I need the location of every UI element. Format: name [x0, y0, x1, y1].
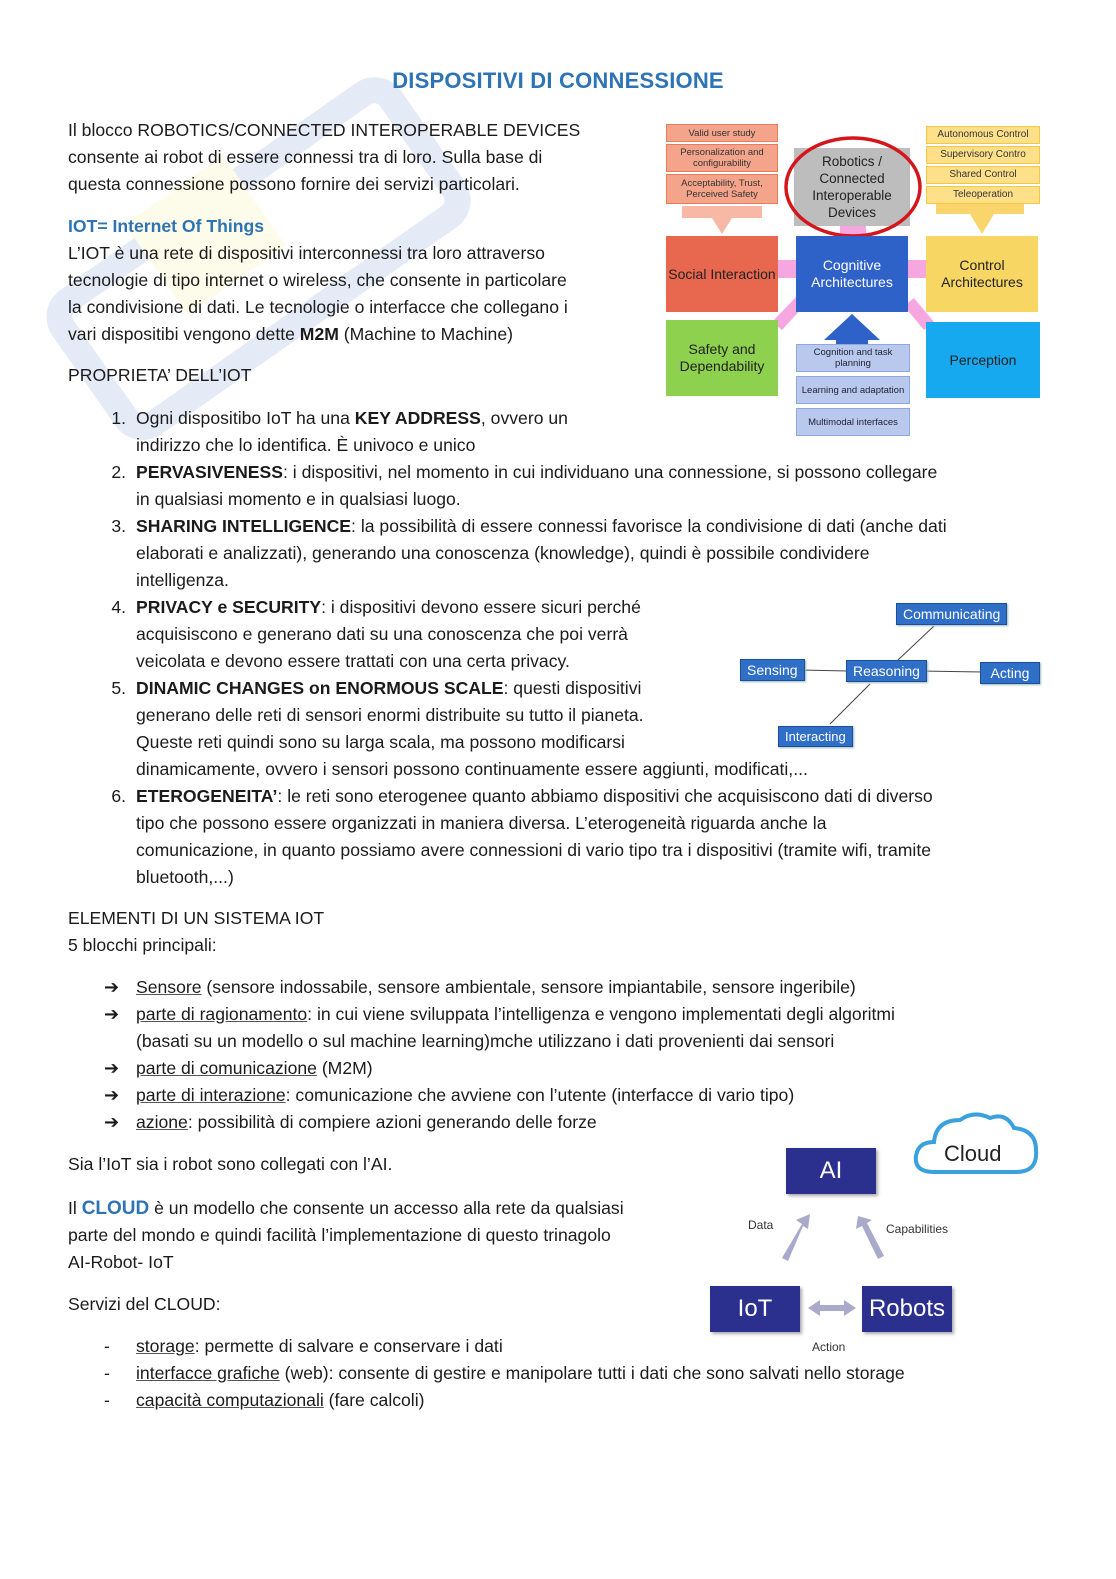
- data-label: Data: [748, 1218, 774, 1232]
- list-item-line: generano delle reti di sensori enormi distribuite su tutto il pianeta.: [136, 705, 644, 725]
- sensing-node: Sensing: [740, 659, 805, 681]
- list-item-line: dinamicamente, ovvero i sensori possono continuamente essere aggiunti, modificati,...: [136, 759, 808, 779]
- cognitive-architectures-box: Cognitive Architectures: [796, 236, 908, 312]
- iot-box: IoT: [710, 1286, 800, 1332]
- teleoperation-box: Teleoperation: [926, 186, 1040, 204]
- list-item: capacità computazionali (fare calcoli): [136, 1390, 425, 1410]
- list-item-line: veicolata e devono essere trattati con una certa privacy.: [136, 651, 570, 671]
- list-item-line: (basati su un modello o sul machine learning)mche utilizzano i dati provenienti dai sensori: [136, 1031, 835, 1051]
- ai-iot-robots-diagram: [706, 1108, 1044, 1358]
- list-item: parte di comunicazione (M2M): [136, 1058, 373, 1078]
- iot-functions-diagram: [740, 600, 1044, 754]
- list-number: 5.: [111, 678, 126, 698]
- list-item-line: indirizzo che lo identifica. È univoco e unico: [136, 435, 476, 455]
- list-item: Sensore (sensore indossabile, sensore ambientale, sensore impiantabile, sensore ingeribile): [136, 977, 856, 997]
- iot-def-line-4: vari dispositibi vengono dette M2M (Machine to Machine): [68, 324, 513, 344]
- list-item-line: Queste reti quindi sono su larga scala, ma possono modificarsi: [136, 732, 625, 752]
- cloud-line-3: AI-Robot- IoT: [68, 1252, 174, 1272]
- cognition-planning-box: Cognition and task planning: [796, 344, 910, 372]
- intro-line-2: consente ai robot di essere connessi tra di loro. Sulla base di: [68, 147, 543, 167]
- triangle-arrows: [706, 1108, 1044, 1358]
- list-number: 2.: [111, 462, 126, 482]
- properties-heading: PROPRIETA’ DELL’IOT: [68, 365, 252, 385]
- communicating-node: Communicating: [896, 603, 1007, 625]
- list-item: SHARING INTELLIGENCE: la possibilità di essere connessi favorisce la condivisione di dati (anche dati: [136, 516, 947, 536]
- intro-line-1: Il blocco ROBOTICS/CONNECTED INTEROPERABLE DEVICES: [68, 120, 581, 140]
- ai-line: Sia l’IoT sia i robot sono collegati con l’AI.: [68, 1154, 393, 1174]
- list-item-line: elaborati e analizzati), generando una conoscenza (knowledge), quindi è possibile condividere: [136, 543, 870, 563]
- iot-def-line-2: tecnologie di tipo internet o wireless, che consente in particolare: [68, 270, 567, 290]
- iot-def-line-1: L’IOT è una rete di dispositivi interconnessi tra loro attraverso: [68, 243, 545, 263]
- list-item-line: comunicazione, in quanto possiamo avere connessioni di vario tipo tra i dispositivi (tramite wifi, tramite: [136, 840, 932, 860]
- arrow-icon: ➔: [104, 1058, 120, 1078]
- arrow-icon: ➔: [104, 1085, 120, 1105]
- list-item: Ogni dispositibo IoT ha una KEY ADDRESS, ovvero un: [136, 408, 568, 428]
- list-number: 4.: [111, 597, 126, 617]
- list-item: azione: possibilità di compiere azioni generando delle forze: [136, 1112, 597, 1132]
- supervisory-control-box: Supervisory Contro: [926, 146, 1040, 164]
- intro-line-3: questa connessione possono fornire dei servizi particolari.: [68, 174, 520, 194]
- list-item-line: bluetooth,...): [136, 867, 234, 887]
- list-item-line: in qualsiasi momento e in qualsiasi luogo.: [136, 489, 461, 509]
- arrow-icon: ➔: [104, 1112, 120, 1132]
- robotics-devices-box: Robotics / Connected Interoperable Devices: [794, 148, 910, 226]
- list-item: parte di ragionamento: in cui viene sviluppata l’intelligenza e vengono implementati degli algoritmi: [136, 1004, 895, 1024]
- capabilities-label: Capabilities: [886, 1222, 949, 1236]
- social-interaction-box: Social Interaction: [666, 236, 778, 312]
- highlight-circle: [782, 134, 924, 240]
- cloud-line-2: parte del mondo e quindi facilità l’implementazione di questo trinagolo: [68, 1225, 611, 1245]
- robotics-diagram: [664, 122, 1042, 440]
- cloud-label: Cloud: [944, 1141, 1002, 1166]
- autonomous-control-box: Autonomous Control: [926, 126, 1040, 144]
- control-architectures-box: Control Architectures: [926, 236, 1038, 312]
- list-item: PRIVACY e SECURITY: i dispositivi devono essere sicuri perché: [136, 597, 641, 617]
- reasoning-node: Reasoning: [846, 660, 927, 682]
- list-item: storage: permette di salvare e conservare i dati: [136, 1336, 503, 1356]
- learning-adaptation-box: Learning and adaptation: [796, 376, 910, 404]
- iot-def-line-3: la condivisione di dati. Le tecnologie o interfacce che collegano i: [68, 297, 568, 317]
- elements-heading: ELEMENTI DI UN SISTEMA IOT: [68, 908, 325, 928]
- acceptability-box: Acceptability, Trust, Perceived Safety: [666, 174, 778, 204]
- dash-bullet: -: [104, 1336, 110, 1356]
- list-item: parte di interazione: comunicazione che avviene con l’utente (interfacce di vario tipo): [136, 1085, 795, 1105]
- list-item-line: intelligenza.: [136, 570, 229, 590]
- multimodal-interfaces-box: Multimodal interfaces: [796, 408, 910, 436]
- list-item: PERVASIVENESS: i dispositivi, nel momento in cui individuano una connessione, si possono collegare: [136, 462, 938, 482]
- arrow-icon: ➔: [104, 977, 120, 997]
- dash-bullet: -: [104, 1363, 110, 1383]
- list-item-line: acquisiscono e generano dati su una conoscenza che poi verrà: [136, 624, 628, 644]
- valid-user-study-box: Valid user study: [666, 124, 778, 142]
- safety-dependability-box: Safety and Dependability: [666, 320, 778, 396]
- list-item-line: tipo che possono essere organizzati in maniera diversa. L’eterogeneità riguarda anche la: [136, 813, 827, 833]
- shared-control-box: Shared Control: [926, 166, 1040, 184]
- list-number: 1.: [111, 408, 126, 428]
- list-item: interfacce grafiche (web): consente di gestire e manipolare tutti i dati che sono salvati nello storage: [136, 1363, 905, 1383]
- page-title: DISPOSITIVI DI CONNESSIONE: [392, 68, 724, 93]
- iot-heading: IOT= Internet Of Things: [68, 216, 264, 236]
- robots-box: Robots: [862, 1286, 952, 1332]
- dash-bullet: -: [104, 1390, 110, 1410]
- action-label: Action: [812, 1340, 846, 1354]
- personalization-box: Personalization and configurability: [666, 144, 778, 172]
- services-heading: Servizi del CLOUD:: [68, 1294, 221, 1314]
- elements-subheading: 5 blocchi principali:: [68, 935, 217, 955]
- perception-box: Perception: [926, 322, 1040, 398]
- list-item: DINAMIC CHANGES on ENORMOUS SCALE: questi dispositivi: [136, 678, 642, 698]
- ai-box: AI: [786, 1148, 876, 1194]
- acting-node: Acting: [980, 662, 1040, 684]
- list-item: ETEROGENEITA’: le reti sono eterogenee quanto abbiamo dispositivi che acquisiscono dati di diverso: [136, 786, 933, 806]
- list-number: 6.: [111, 786, 126, 806]
- cloud-line-1: Il CLOUD è un modello che consente un accesso alla rete da qualsiasi: [68, 1198, 624, 1219]
- interacting-node: Interacting: [778, 726, 853, 747]
- arrow-icon: ➔: [104, 1004, 120, 1024]
- list-number: 3.: [111, 516, 126, 536]
